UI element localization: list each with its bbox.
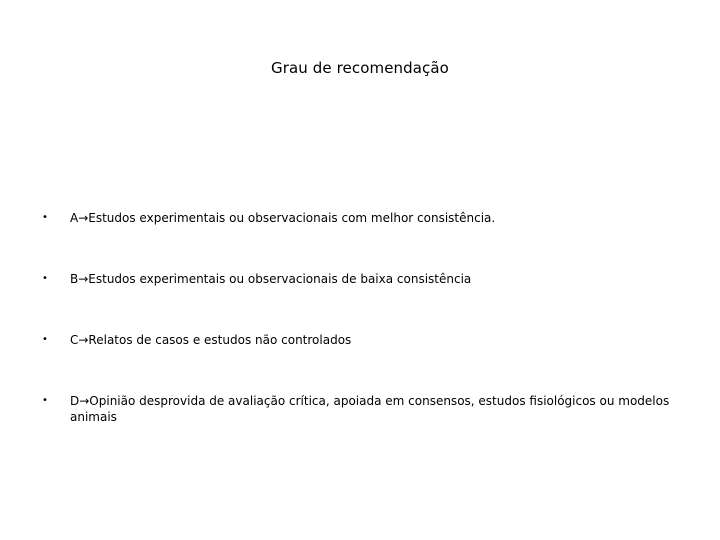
list-item-text: D→Opinião desprovida de avaliação crítica, apoiada em consensos, estudos fisiológicos ou modelos animais [70, 394, 670, 424]
slide-title: Grau de recomendação [271, 59, 449, 77]
bullet-icon: • [42, 212, 48, 223]
list-item-d [40, 393, 680, 425]
list-item-c [40, 332, 680, 348]
bullet-icon: • [42, 395, 48, 406]
list-item-text: B→Estudos experimentais ou observacionais de baixa consistência [70, 272, 472, 286]
bullet-icon: • [42, 334, 48, 345]
list-item-text: C→Relatos de casos e estudos não controlados [70, 333, 352, 347]
list-item-text: A→Estudos experimentais ou observacionais com melhor consistência. [70, 211, 496, 225]
bullet-icon: • [42, 273, 48, 284]
list-item-b [40, 271, 680, 287]
list-item-a [40, 210, 680, 226]
